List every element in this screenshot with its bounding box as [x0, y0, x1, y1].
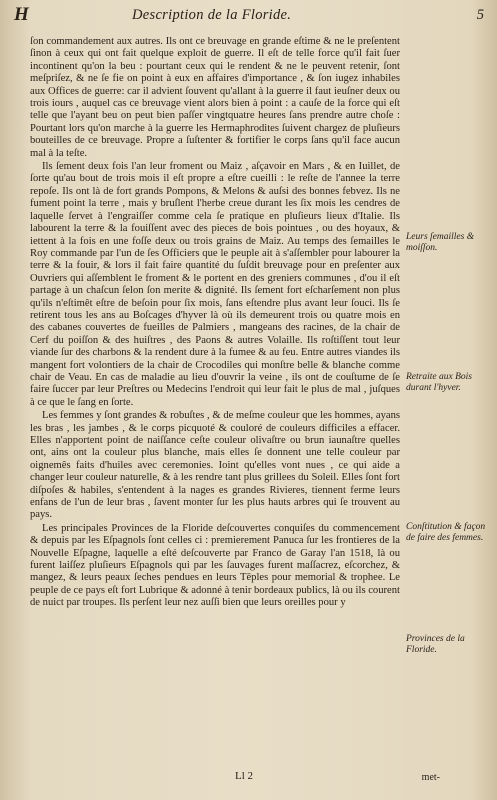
page-header [14, 4, 484, 26]
running-title: Description de la Floride. [132, 7, 292, 23]
main-text [30, 36, 400, 610]
margin-note-provinces: Provinces de la Floride. [406, 634, 465, 655]
paragraph-4: Les principales Provinces de la Floride deſcouvertes conquiſes du commencement & depuis par les Eſpagnols ſont celles ci : premierement Panuca ſur les frontieres de la Nouvelle Eſpagne, laquelle a eſté deſcouverte par Franco de Garay l'an 1518, là ou furent laiſſez pluſieurs Eſpagnols qui par les ſauvages furent maſſacrez, eſcorchez, & mangez, & leurs peaux ſeches pendues en leurs Tēples pour memorial & trophee. Le peuple de ce pays eſt fort Lubrique & adonné à tenir bordeaux publics, là ou ils courent de nuict par troupes. Ils perſent leur nez auſſi bien que leurs oreilles pour y [30, 522, 400, 609]
margin-note-retraite: Retraite aux Bois durant l'hyver. [406, 372, 472, 393]
signature-mark: Ll 2 [235, 770, 254, 782]
paragraph-2: Ils ſement deux fois l'an leur froment ou Maiz , aſçavoir en Mars , & en Iuillet, de ſorte qu'au bout de trois mois il eſt propre a eſtre cueilli : le reſte de l'annee la terre repoſe. Ils ont là de fort grands Pompons, & Melons & auſsi des bonnes febvez. Ils ne fument point la terre , mais y bruſlent l'herbe creue durant les ſix mois les cendres de laquelle ſervet à l'engraiſſer comme cela ſe pratique en pluſieurs lieux d'Italie. Ils labourent la terre & la fouiſſent avec des pieces de bois pointues , ou des hoyaux, & iettent à la fois en une foſſe deux ou trois grains de Maiz. Au temps des ſemailles le Roy commande par l'un de ſes Officiers que le peuple ait à s'aſſembler pour labourer la terre & la fouir, & lors il fait faire quantité du ſuſdit breuvage pour en preſenter aux Ouvriers qui aſſemblent le froment & le portent en des greniers communes , d'ou il eſt partage à un chaſcun ſelon ſon merite & dignité. Ils ſement fort eſcharſement non plus qu'ils n'eſtimêt eſtre de beſoin pour ſix mois, ſans eſtendre plus avant leur ſouci. Ils ſe retirent tous les ans au Boſcages d'hyver là où ils demeurent trois ou quatre mois en des cabanes couvertes de fueilles de Palmiers , mangeans des racines, de la chair de Cerf du poiſſon & des huiſtres , des Paons & autres Volaille. Ils roſtiſſent tout leur viande ſur des charbons & la rendent dure à la fumee & au feu. Entre autres viandes ils mangent fort volontiers de la chair de Crocodiles qui monſtre belle & blanche comme chair de Veau. En cas de maladie au lieu d'ouvrir la veine , ils ont de couſtume de ſe faire ſuccer par leur Preſtres ou Medecins l'endroit qui leur fait le plus de mal , juſques à ce que le ſang en ſorte. [30, 161, 400, 408]
catchword: met- [421, 772, 440, 783]
paragraph-1: ſon commandement aux autres. Ils ont ce breuvage en grande eſtime & ne le preſentent ſinon à ceux qui ont fait quelque exploit de guerre. Il eſt de telle force qu'il fait ſuer incontinent qu'on la beu : pourtant ceux qui le rendent & ne le peuvent retenir, ſont meſpriſez, & ne ſe fie on point à eux en affaires d'importance , & ſon iugez inhabiles aux Offices de guerre: car il advient ſouvent qu'allant à la guerre il faut ieuſner deux ou trois iours , auquel cas ce breuvage vient alors bien à point : a cauſe de la force qui eſt telle que l'ayant beu on peut bien paſſer vingtquatre heures ſans prendre autre choſe : Pourtant lors qu'on marche à la guerre les Hermaphrodites ſuivent chargez de pluſieurs bouteilles de ce breuvage. Propre a ſuſtenter & fortifier le corps ſans qu'il face aucun mal à la teſte. [30, 36, 400, 159]
page-number: 5 [476, 7, 484, 23]
page-footer [30, 770, 440, 784]
margin-note-semailles: Leurs ſemailles & moiſſon. [406, 232, 475, 253]
header-initial: H [14, 4, 29, 25]
margin-note-femmes: Conſtitution & façon de faire des femmes. [406, 522, 486, 543]
paragraph-3: Les femmes y ſont grandes & robuſtes , & de meſme couleur que les hommes, ayans les bras , les jambes , & le corps picquoté & couloré de couleurs difficiles a effacer. Elles n'apportent point de naiſſance ceſte couleur olivaſtre ou brun iaunaſtre quelles ont, ains ont la couleur plus blanche, mais elles ſe donnent une telle couleur par oignemês faits d'huiles avec ceremonies. Ioint qu'elles vont nues , ce qui aide a changer leur couleur naturelle, & à les rendre tant plus grillees du Soleil. Elles ſont fort diſpoſes & habiles, s'entendent à la nages es grandes Rivieres, tiennent ferme leurs enfans de l'un de leur bras , ſavent monter ſur les plus hauts arbres qui ſe trouvent au pays. [30, 410, 400, 521]
